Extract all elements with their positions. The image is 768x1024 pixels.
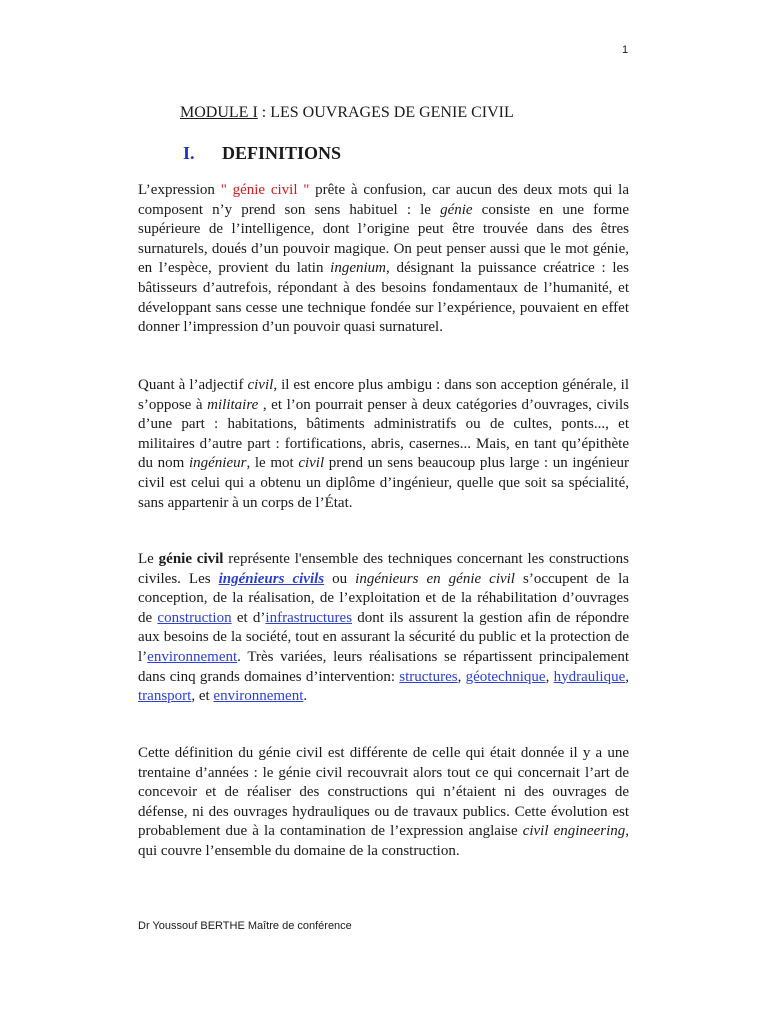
italic-term: ingénieurs en génie civil (355, 570, 515, 587)
text-run: , le mot (246, 455, 299, 472)
text-run: , (545, 668, 554, 685)
text-run: et d’ (231, 609, 266, 626)
text-run: , qui couvre l’ensemble du domaine de la construction. (138, 823, 629, 859)
link-hydraulique[interactable]: hydraulique (553, 668, 626, 685)
bold-term: génie civil (158, 551, 224, 567)
text-run: . (303, 688, 308, 705)
text-run: Cette définition du génie civil est différente de celle qui était donnée il y a une trentaine d’années : le génie civil recouvrait alors tout ce qui concernait l’art de concevoir et de réaliser des constructions qui n’étaient ni des ouvrages de défense, ni des ouvrages hydrauliques ou de travaux publics. Cette évolution est probablement due à la contamination de l’expression anglaise (138, 745, 629, 840)
paragraph-2 (138, 376, 629, 513)
link-environnement[interactable]: environnement (147, 648, 238, 665)
page-number: 1 (622, 44, 629, 56)
link-structures[interactable]: structures (399, 668, 458, 685)
text-run: , et (191, 688, 214, 705)
italic-term: ingenium (330, 260, 386, 277)
text-run: , et l’on pourrait penser à deux catégories d’ouvrages, civils d’une part : habitations, bâtiments administratifs ou de cultes, ponts..., et militaires d’autre part : fortifications, abris, casernes... Mais, en tant qu’épithète du nom (138, 396, 629, 472)
link-transport[interactable]: transport (138, 688, 192, 705)
paragraph-4 (138, 744, 629, 862)
italic-term: génie (440, 201, 473, 218)
section-heading (183, 143, 341, 164)
text-run: prend un sens beaucoup plus large : un ingénieur civil est celui qui a obtenu un diplôme d’ingénieur, quelle que soit sa spécialité, sans appartenir à un corps de l’État. (138, 455, 629, 511)
section-title: DEFINITIONS (222, 143, 342, 163)
text-run: s’occupent de la conception, de la réalisation, de l’exploitation et de la réhabilitation d’ouvrages de (138, 570, 629, 626)
module-title-text: : LES OUVRAGES DE GENIE CIVIL (257, 104, 514, 121)
italic-term: civil engineering (522, 823, 626, 840)
text-run: dont ils assurent la gestion afin de répondre aux besoins de la société, tout en assurant la sécurité du public et la protection de l’ (138, 609, 629, 665)
text-run: L’expression (138, 182, 221, 198)
italic-term: civil (247, 377, 274, 393)
text-run: Quant à l’adjectif (138, 377, 248, 393)
text-run: . Très variées, leurs réalisations se répartissent principalement dans cinq grands domaines d’intervention: (138, 648, 629, 685)
footer-author: Dr Youssouf BERTHE Maître de conférence (138, 920, 352, 932)
highlighted-term: " génie civil " (220, 182, 310, 198)
text-run: ou (324, 570, 356, 587)
paragraph-3 (138, 550, 629, 707)
section-number: I. (183, 143, 195, 163)
text-run: Le (138, 551, 159, 567)
link-environnement-2[interactable]: environnement (213, 688, 304, 705)
text-run: représente l'ensemble des techniques concernant les constructions civiles. Les (138, 551, 629, 587)
paragraph-1 (138, 181, 629, 338)
text-run: consiste en une forme supérieure de l’intelligence, dont l’origine peut être trouvée dans des êtres surnaturels, doués d’un pouvoir magique. On peut penser aussi que le mot génie, en l’espèce, provient du latin (138, 201, 629, 277)
text-run: , (625, 668, 629, 685)
link-ingenieurs-civils[interactable]: ingénieurs civils (218, 570, 325, 587)
italic-term: civil (298, 455, 325, 472)
text-run: , il est encore plus ambigu : dans son acception générale, il s’oppose à (138, 377, 629, 413)
text-run: , désignant la puissance créatrice : les bâtisseurs d’autrefois, répondant à des besoins fondamentaux de l’humanité, et développant sans cesse une technique fondée sur l’expérience, pouvaient en effet donner l’impression d’un pouvoir quasi surnaturel. (138, 260, 629, 336)
link-geotechnique[interactable]: géotechnique (465, 668, 546, 685)
link-infrastructures[interactable]: infrastructures (265, 609, 353, 626)
text-run: prête à confusion, car aucun des deux mots qui la composent n’y prend son sens habituel : le (138, 182, 630, 218)
link-construction[interactable]: construction (157, 609, 232, 626)
text-run: , (457, 668, 466, 685)
italic-term: ingénieur (188, 455, 247, 472)
module-label: MODULE I (180, 104, 258, 121)
module-title (180, 104, 514, 122)
italic-term: militaire (207, 396, 259, 413)
